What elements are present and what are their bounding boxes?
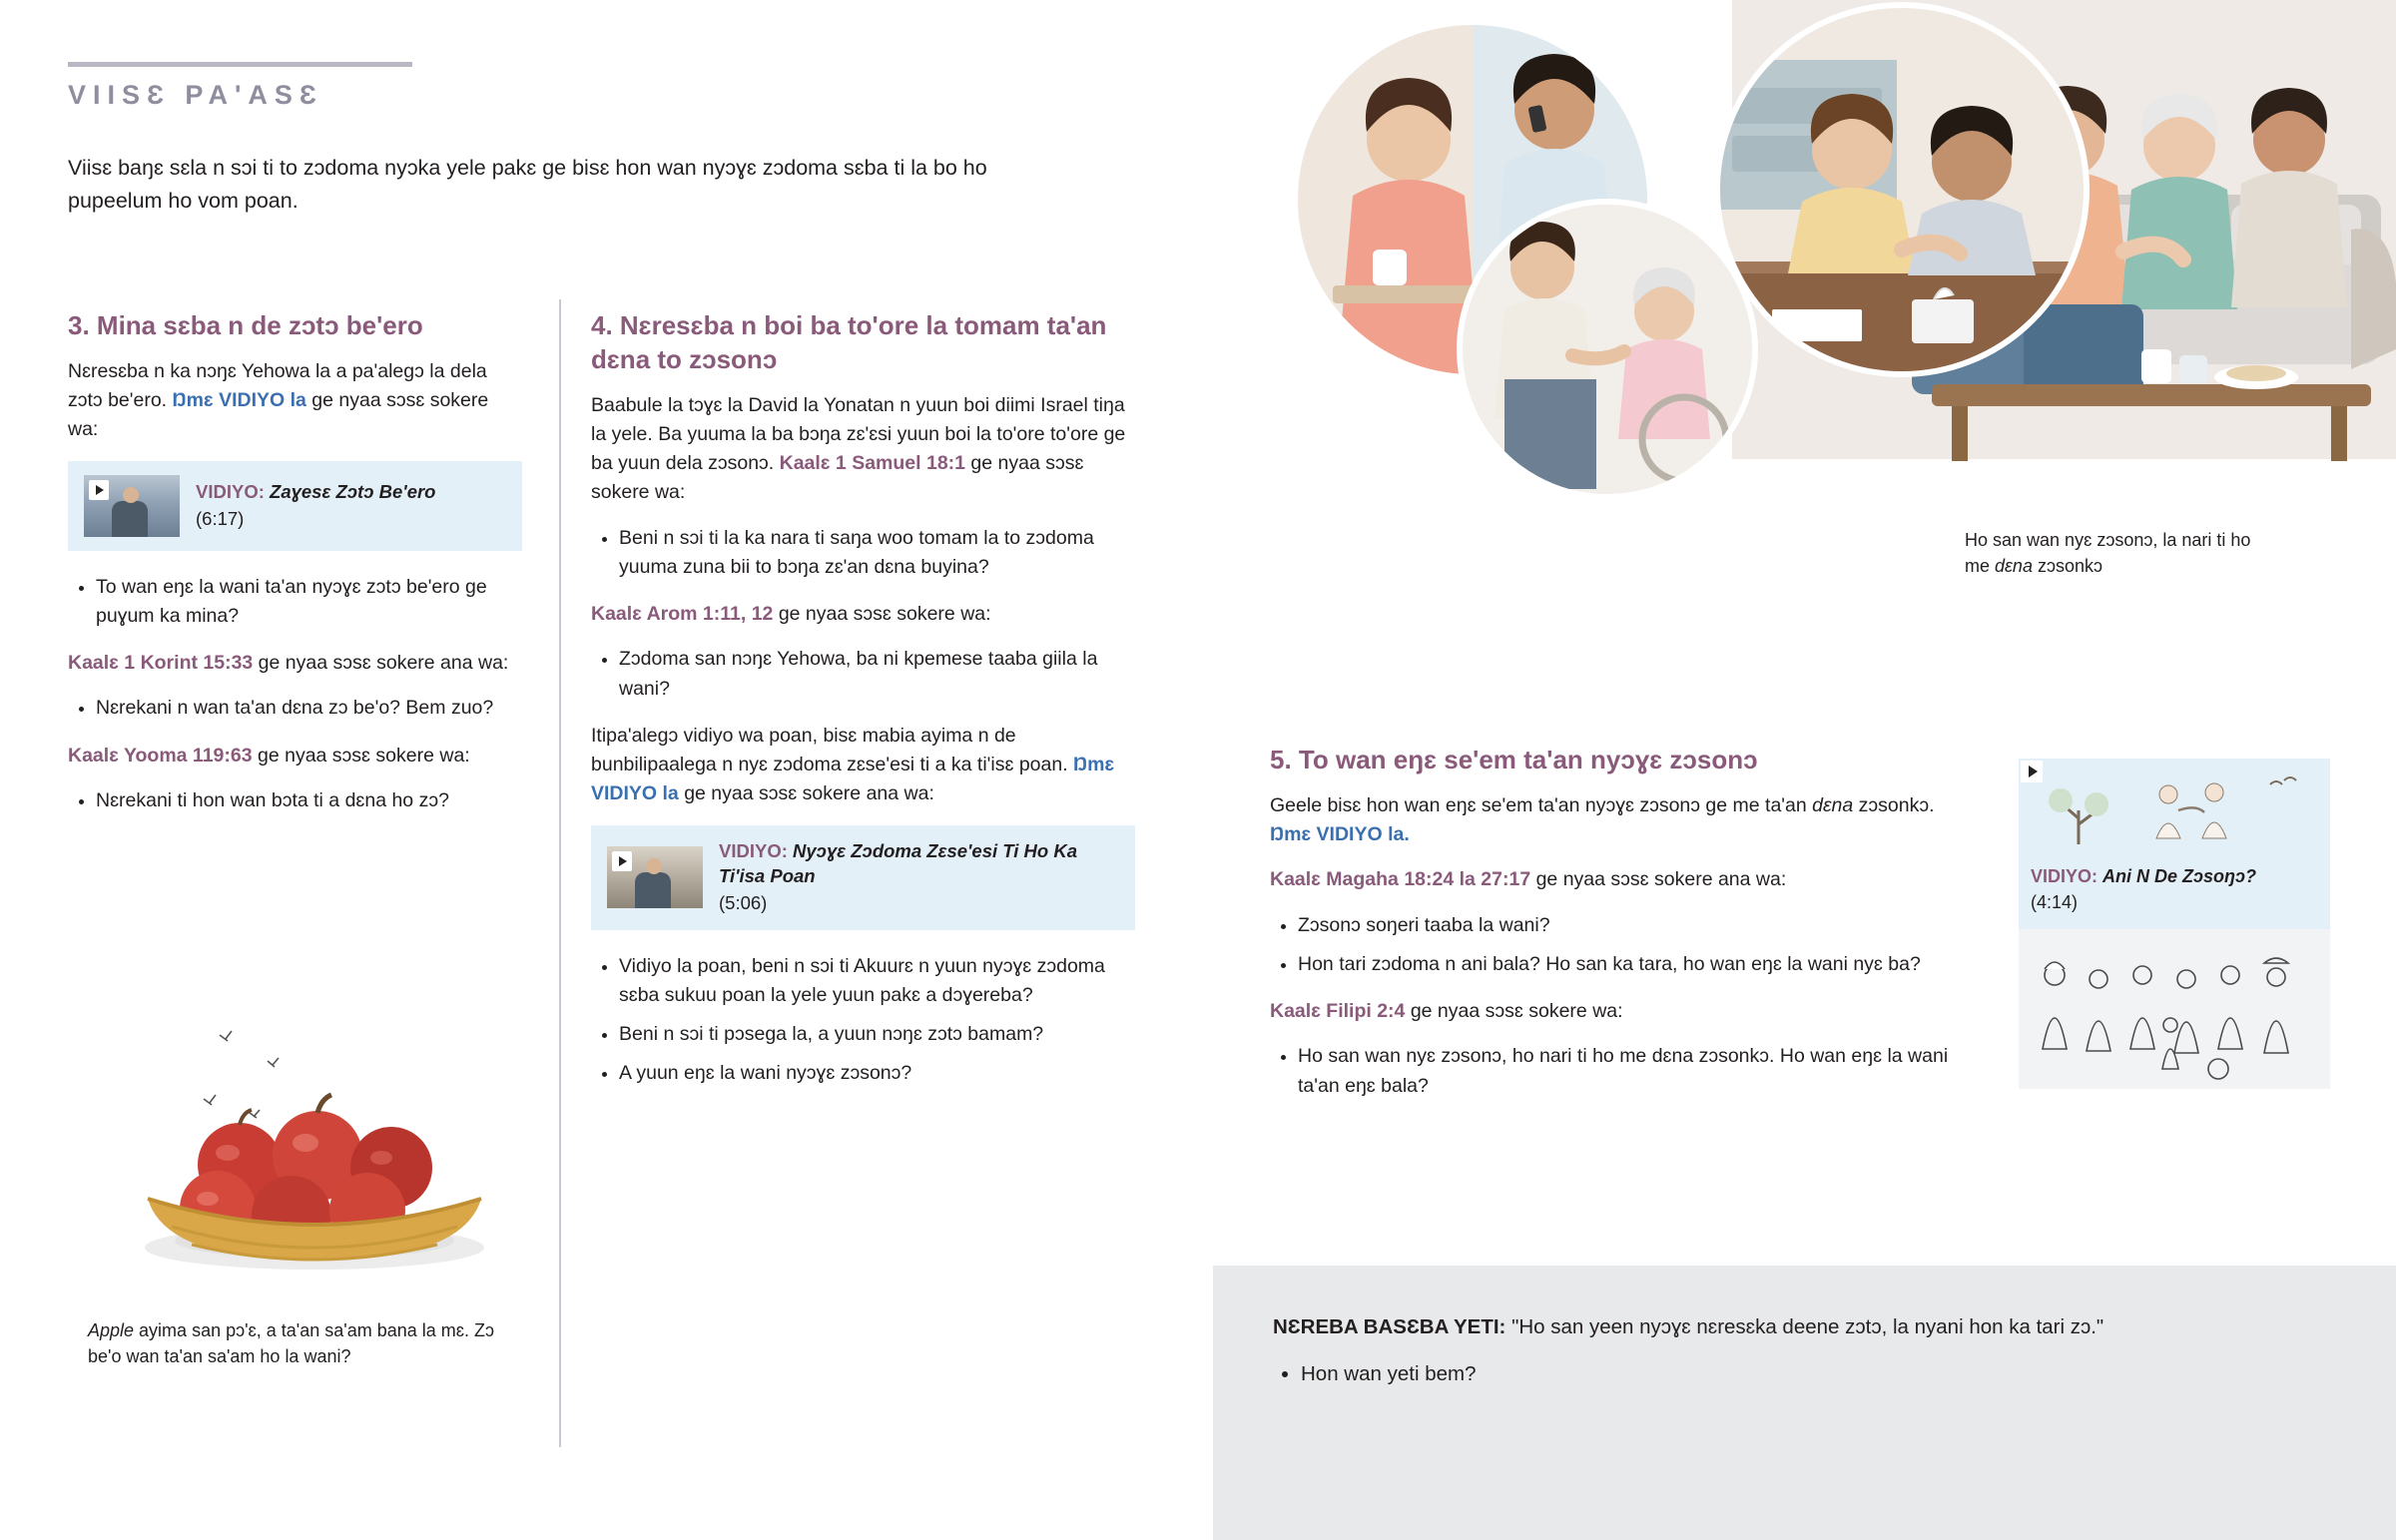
list-item: • Zɔsonɔ soŋeri taaba la wani? <box>1298 911 1949 940</box>
column-divider <box>559 299 561 1447</box>
video-box-zagese-zoto-beero[interactable] <box>68 461 522 551</box>
video-box-nyoge-zodoma[interactable] <box>591 825 1135 930</box>
scripture-ref-tail: ge nyaa sɔsɛ sokere wa: <box>1405 1000 1623 1023</box>
scripture-ref[interactable]: Kaalɛ Filipi 2:4 <box>1270 1000 1406 1023</box>
thumbnail-sketch-svg <box>2019 759 2330 854</box>
video-label: VIDIYO: <box>719 839 788 861</box>
s4-p2-a: Itipa'alegɔ vidiyo wa poan, bisɛ mabia ayima n de bunbilipaalega n nyɛ zɔdoma zɛse'esi ti a ka ti'isɛ poan. <box>591 724 1074 776</box>
comment-box-title: NƐREBA BASƐBA YETI: <box>1273 1315 1506 1338</box>
video-duration: (6:17) <box>196 507 245 529</box>
apple-caption-text: ayima san pɔ'ɛ, a ta'an sa'am bana la mɛ. Zɔ be'o wan ta'an sa'am ho la wani? <box>88 1320 495 1367</box>
list-item: • A yuun eŋɛ la wani nyɔɣɛ zɔsonɔ? <box>619 1059 1135 1088</box>
scripture-ref-tail: ge nyaa sɔsɛ sokere ana wa: <box>253 652 509 675</box>
header-rule <box>68 62 412 67</box>
s5-p1-b: zɔsonkɔ. <box>1853 793 1935 816</box>
apple-bowl-svg <box>100 1013 529 1273</box>
thumbnail-figure <box>635 872 671 908</box>
caption-b: zɔsonkɔ <box>2032 556 2102 577</box>
scripture-ref[interactable]: Kaalɛ Magaha 18:24 la 27:17 <box>1270 868 1531 891</box>
s4-p2-b: ge nyaa sɔsɛ sokere ana wa: <box>678 782 934 805</box>
video-name: Ani N De Zɔsoŋɔ? <box>2102 866 2257 886</box>
section-3-reference-1 <box>68 649 522 678</box>
s4-p1-b: ge nyaa sɔsɛ sokere wa: <box>591 452 1084 504</box>
section-5-question-list-1 <box>1270 911 1949 980</box>
video-name: Nyɔɣɛ Zɔdoma Zɛse'esi Ti Ho Ka Ti'isa Poan <box>719 839 1077 886</box>
group-sketch-svg <box>2019 929 2330 1089</box>
thumbnail-head <box>123 487 139 503</box>
thumbnail-head <box>646 858 662 874</box>
section-4-question-list-1 <box>591 524 1135 583</box>
section-4-heading: 4. Nɛresɛba n boi ba to'ore la tomam ta'an dɛna to zɔsonɔ <box>591 310 1107 374</box>
comment-box-statement <box>1273 1312 2336 1343</box>
video-duration: (4:14) <box>2031 892 2079 913</box>
section-4-question-list-2 <box>591 645 1135 704</box>
scripture-ref[interactable]: Kaalɛ 1 Samuel 18:1 <box>779 452 965 475</box>
s4-video-link[interactable]: Ŋmɛ VIDIYO la <box>591 754 1115 805</box>
video-thumbnail <box>84 475 180 537</box>
play-icon[interactable] <box>89 480 109 500</box>
scripture-ref-tail: ge nyaa sɔsɛ sokere wa: <box>773 603 991 626</box>
video-thumbnail <box>2019 759 2330 854</box>
scripture-ref-tail: ge nyaa sɔsɛ sokere ana wa: <box>1530 868 1787 891</box>
apple-illustration <box>100 1013 529 1273</box>
section-3-question-list-2 <box>68 694 522 723</box>
s5-video-link[interactable]: Ŋmɛ VIDIYO la. <box>1270 823 1410 846</box>
section-4-reference-2 <box>591 600 1135 629</box>
comment-box <box>1213 1266 2396 1540</box>
apple-caption <box>88 1317 507 1369</box>
section-4-paragraph-2 <box>591 722 1135 809</box>
collage-svg <box>1213 0 2396 544</box>
list-item: • Zɔdoma san nɔŋɛ Yehowa, ba ni kpemese taaba giila la wani? <box>619 645 1135 704</box>
section-5-paragraph-1 <box>1270 791 1949 850</box>
section-3-reference-2 <box>68 742 522 770</box>
column-right <box>591 309 1135 1107</box>
apple-caption-emphasis: Apple <box>88 1320 135 1340</box>
page-title: VIISƐ PA'ASƐ <box>68 80 323 110</box>
section-5-heading: 5. To wan eŋɛ se'em ta'an nyɔɣɛ zɔsonɔ <box>1270 745 1758 774</box>
video-label: VIDIYO: <box>2031 866 2098 886</box>
list-item: • Ho san wan nyɛ zɔsonɔ, ho nari ti ho me dɛna zɔsonkɔ. Ho wan eŋɛ la wani ta'an eŋɛ bala? <box>1298 1042 1949 1101</box>
s5-p1-a: Geele bisɛ hon wan eŋɛ se'em ta'an nyɔɣɛ zɔsonɔ ge me ta'an <box>1270 793 1813 816</box>
section-5 <box>1270 744 1949 1119</box>
s3-p1-b: ge nyaa sɔsɛ sokere wa: <box>68 389 489 441</box>
video-caption <box>2019 854 2330 929</box>
column-left <box>68 309 522 833</box>
thumbnail-figure <box>112 501 148 537</box>
section-3-question-list-1 <box>68 573 522 632</box>
scripture-ref[interactable]: Kaalɛ Yooma 119:63 <box>68 744 253 767</box>
comment-box-quote: "Ho san yeen nyɔɣɛ nɛresɛka deene zɔtɔ, la nyani hon ka tari zɔ." <box>1511 1315 2104 1338</box>
illustration-caption <box>1965 527 2264 579</box>
group-sketch-illustration <box>2019 929 2330 1089</box>
s5-p1-em: dɛna <box>1812 793 1854 816</box>
caption-emphasis: dɛna <box>1995 556 2033 577</box>
s3-video-link[interactable]: Ŋmɛ VIDIYO la <box>172 389 306 412</box>
video-duration: (5:06) <box>719 891 768 913</box>
video-caption <box>719 839 1119 916</box>
section-5-question-list-2 <box>1270 1042 1949 1101</box>
play-icon[interactable] <box>612 851 632 871</box>
list-item: • Hon tari zɔdoma n ani bala? Ho san ka tara, ho wan eŋɛ la wani nyɛ ba? <box>1298 950 1949 979</box>
list-item: • Beni n sɔi ti pɔsega la, a yuun nɔŋɛ zɔtɔ bamam? <box>619 1020 1135 1049</box>
video-thumbnail <box>607 846 703 908</box>
s4-p1-a: Baabule la tɔɣɛ la David la Yonatan n yuun boi diimi Israel tiŋa la yele. Ba yuuma la ba bɔŋa zɛ'ɛsi yuun boi la to'ore to'ore ge ba yuun dela zɔsonɔ. <box>591 393 1126 475</box>
section-4-paragraph-1 <box>591 391 1135 508</box>
scripture-ref[interactable]: Kaalɛ 1 Korint 15:33 <box>68 652 254 675</box>
caption-a: Ho san wan nyɛ zɔsonɔ, la nari ti ho me <box>1965 530 2251 577</box>
scripture-ref[interactable]: Kaalɛ Arom 1:11, 12 <box>591 603 774 626</box>
section-3-paragraph-1 <box>68 357 522 445</box>
list-item: • Vidiyo la poan, beni n sɔi ti Akuurɛ n yuun nyɔɣɛ zɔdoma sɛba sukuu poan la yele yuun pakɛ a dɔɣereba? <box>619 952 1135 1011</box>
comment-box-question-list <box>1273 1359 2336 1390</box>
section-4-question-list-3 <box>591 952 1135 1089</box>
illustration-friendship-collage <box>1213 0 2396 544</box>
list-item: • To wan eŋɛ la wani ta'an nyɔɣɛ zɔtɔ be'ero ge puɣum ka mina? <box>96 573 522 632</box>
video-caption <box>196 480 435 532</box>
video-label: VIDIYO: <box>196 480 265 502</box>
section-3-question-list-3 <box>68 786 522 815</box>
section-5-reference-2 <box>1270 997 1949 1026</box>
section-5-reference-1 <box>1270 865 1949 894</box>
intro-paragraph: Viisɛ baŋɛ sɛla n sɔi ti to zɔdoma nyɔka yele pakɛ ge bisɛ hon wan nyɔɣɛ zɔdoma sɛba ti la bo ho pupeelum ho vom poan. <box>68 156 987 214</box>
list-item: • Beni n sɔi ti la ka nara ti saŋa woo tomam la to zɔdoma yuuma zuna bii to bɔŋa zɛ'an dɛna buyina? <box>619 524 1135 583</box>
comment-box-inner <box>1213 1266 2396 1390</box>
scripture-ref-tail: ge nyaa sɔsɛ sokere wa: <box>252 744 470 767</box>
s3-p1-a: Nɛresɛba n ka nɔŋɛ Yehowa la a pa'alegɔ la dela zɔtɔ be'ero. <box>68 359 487 412</box>
list-item: • Nɛrekani ti hon wan bɔta ti a dɛna ho zɔ? <box>96 786 522 815</box>
video-name: Zaɣesɛ Zɔtɔ Be'ero <box>270 480 436 502</box>
section-3-heading: 3. Mina sɛba n de zɔtɔ be'ero <box>68 310 423 340</box>
list-item: • Hon wan yeti bem? <box>1301 1359 2336 1390</box>
video-box-ani-n-de-zosono[interactable] <box>2019 759 2330 1089</box>
list-item: • Nɛrekani n wan ta'an dɛna zɔ be'o? Bem zuo? <box>96 694 522 723</box>
